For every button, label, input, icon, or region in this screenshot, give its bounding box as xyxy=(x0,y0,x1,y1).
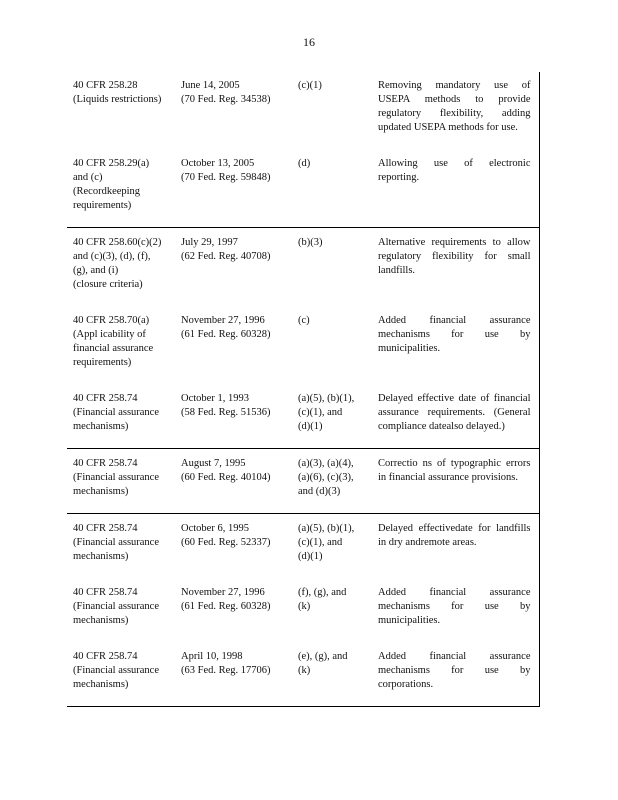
table-row xyxy=(67,449,539,514)
date-cell: July 29, 1997 (62 Fed. Reg. 40708) xyxy=(181,228,298,307)
date-cell: November 27, 1996 (61 Fed. Reg. 60328) xyxy=(181,315,271,340)
citation-cell: 40 CFR 258.28 (Liquids restrictions) xyxy=(73,80,162,105)
section-cell: (f), (g), and (k) xyxy=(298,587,347,612)
citation-cell: 40 CFR 258.60(c)(2) and (c)(3), (d), (f), (g), and (i) (closure criteria) xyxy=(67,228,181,307)
description-cell: Correctio ns of typographic errors in financial assurance provisions. xyxy=(378,449,539,514)
description-cell: Allowing use of electronic reporting. xyxy=(378,149,539,228)
citation-cell: 40 CFR 258.74 (Financial assurance mechanisms) xyxy=(67,642,181,707)
section-cell: (b)(3) xyxy=(298,228,378,307)
section-cell: (a)(3), (a)(4), (a)(6), (c)(3), and (d)(3) xyxy=(298,449,378,514)
section-cell: (d) xyxy=(298,158,311,169)
date-cell: August 7, 1995 (60 Fed. Reg. 40104) xyxy=(181,449,298,514)
date-cell: October 1, 1993 (58 Fed. Reg. 51536) xyxy=(181,393,271,418)
citation-cell: 40 CFR 258.74 (Financial assurance mechanisms) xyxy=(73,587,160,626)
date-cell: June 14, 2005 (70 Fed. Reg. 34538) xyxy=(181,80,271,105)
date-cell: April 10, 1998 (63 Fed. Reg. 17706) xyxy=(181,642,298,707)
section-cell: (a)(5), (b)(1), (c)(1), and (d)(1) xyxy=(298,514,378,579)
description-cell: Added financial assurance mechanisms for use by municipalities. xyxy=(378,578,539,642)
date-cell: October 6, 1995 (60 Fed. Reg. 52337) xyxy=(181,514,298,579)
table-row xyxy=(67,72,539,149)
description-cell: Added financial assurance mechanisms for use by corporations. xyxy=(378,642,539,707)
description-cell: Removing mandatory use of USEPA methods to provide regulatory flexibility, adding updated USEPA methods for use. xyxy=(378,72,539,149)
table-row xyxy=(67,384,539,449)
table-row xyxy=(67,306,539,384)
table-row xyxy=(67,514,539,579)
section-cell: (a)(5), (b)(1), (c)(1), and (d)(1) xyxy=(298,393,355,432)
description-cell: Alternative requirements to allow regulatory flexibility for small landfills. xyxy=(378,228,539,307)
citation-cell: 40 CFR 258.74 (Financial assurance mechanisms) xyxy=(67,514,181,579)
description-cell: Added financial assurance mechanisms for use by municipalities. xyxy=(378,306,539,384)
date-cell: November 27, 1996 (61 Fed. Reg. 60328) xyxy=(181,587,271,612)
table-row xyxy=(67,228,539,307)
amendments-table xyxy=(67,72,540,707)
citation-cell: 40 CFR 258.29(a) and (c) (Recordkeeping requirements) xyxy=(73,158,150,211)
citation-cell: 40 CFR 258.74 (Financial assurance mechanisms) xyxy=(67,449,181,514)
date-cell: October 13, 2005 (70 Fed. Reg. 59848) xyxy=(181,158,271,183)
table-row xyxy=(67,149,539,228)
section-cell: (c) xyxy=(298,315,310,326)
citation-cell: 40 CFR 258.70(a) (Appl icability of financial assurance requirements) xyxy=(73,315,154,368)
table-row xyxy=(67,642,539,707)
description-cell: Delayed effective date of financial assurance requirements. (General compliance datealso delayed.) xyxy=(378,384,539,449)
page-number: 16 xyxy=(303,35,315,49)
section-cell: (c)(1) xyxy=(298,80,322,91)
table-row xyxy=(67,578,539,642)
citation-cell: 40 CFR 258.74 (Financial assurance mechanisms) xyxy=(73,393,160,432)
description-cell: Delayed effectivedate for landfills in dry andremote areas. xyxy=(378,514,539,579)
section-cell: (e), (g), and (k) xyxy=(298,642,378,707)
